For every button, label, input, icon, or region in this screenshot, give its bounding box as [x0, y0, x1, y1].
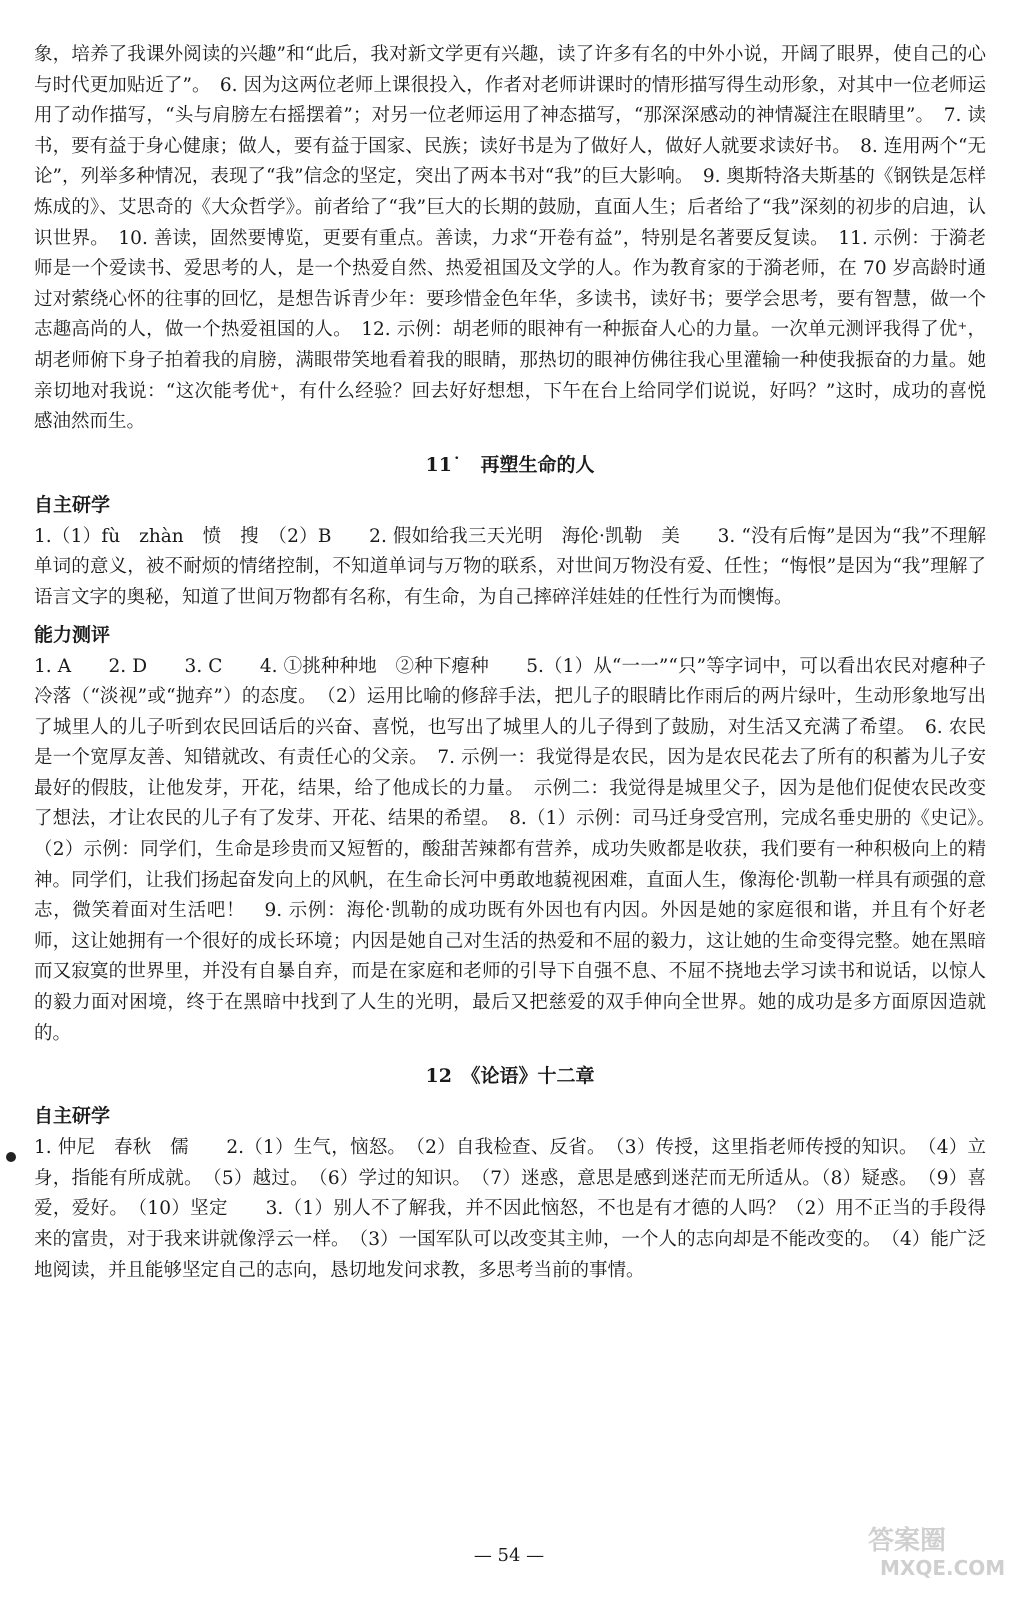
watermark-logo	[868, 1520, 1006, 1584]
chapter-11-title: 11˙ 再塑生命的人	[425, 453, 595, 476]
intro-paragraph: 象，培养了我课外阅读的兴趣”和“此后，我对新文学更有兴趣，读了许多有名的中外小说，开阔了眼界，使自己的心与时代更加贴近了”。 6. 因为这两位老师上课很投入，作者对老师讲课时的情形描写得生动形象，对其中一位老师运用了动作描写，“头与肩膀左右摇摆着”；对另一位老师运用了神态描写，“那深深感动的神情凝注在眼睛里”。 7. 读书，要有益于身心健康；做人，要有益于国家、民族；读好书是为了做好人，做好人就要求读好书。 8. 连用两个“无论”，列举多种情况，表现了“我”信念的坚定，突出了两本书对“我”的巨大影响。 9. 奥斯特洛夫斯基的《钢铁是怎样炼成的》、艾思奇的《大众哲学》。前者给了“我”巨大的长期的鼓励，直面人生；后者给了“我”深刻的初步的启迪，认识世界。 10. 善读，固然要博览，更要有重点。善读，力求“开卷有益”，特别是名著要反复读。 11. 示例：于漪老师是一个爱读书、爱思考的人，是一个热爱自然、热爱祖国及文学的人。作为教育家的于漪老师，在 70 岁高龄时通过对萦绕心怀的往事的回忆，是想告诉青少年：要珍惜金色年华，多读书，读好书；要学会思考，要有智慧，做一个志趣高尚的人，做一个热爱祖国的人。 12. 示例：胡老师的眼神有一种振奋人心的力量。一次单元测评我得了优⁺，胡老师俯下身子拍着我的肩膀，满眼带笑地看着我的眼睛，那热切的眼神仿佛往我心里灌输一种使我振奋的力量。她亲切地对我说：“这次能考优⁺，有什么经验？回去好好想想，下午在台上给同学们说说，好吗？”这时，成功的喜悦感油然而生。	[34, 44, 986, 433]
margin-dot-mark	[6, 1152, 16, 1162]
page-number: — 54 —	[473, 1545, 545, 1566]
chapter-12-section-1-text: 1. 仲尼 春秋 儒 2.（1）生气，恼怒。 （2）自我检查、反省。 （3）传授，这里指老师传授的知识。 （4）立身，指能有所成就。 （5）越过。 （6）学过的知识。 （7）迷惑，意思是感到迷茫而无所适从。（8）疑惑。 （9）喜爱，爱好。 （10）坚定 3.（1）别人不了解我，并不因此恼怒，不也是有才德的人吗？（2）用不正当的手段得来的富贵，对于我来讲就像浮云一样。 （3）一国军队可以改变其主帅，一个人的志向却是不能改变的。 （4）能广泛地阅读，并且能够坚定自己的志向，恳切地发问求教，多思考当前的事情。	[34, 1137, 986, 1281]
chapter-11-section-2-text: 1. A 2. D 3. C 4. ①挑种种地 ②种下瘪种 5.（1）从“一一”“只”等字词中，可以看出农民对瘪种子冷落（“淡视”或“抛弃”）的态度。 （2）运用比喻的修辞手法，把儿子的眼睛比作雨后的两片绿叶，生动形象地写出了城里人的儿子听到农民回话后的兴奋、喜悦，也写出了城里人的儿子得到了鼓励，对生活又充满了希望。 6. 农民是一个宽厚友善、知错就改、有责任心的父亲。 7. 示例一：我觉得是农民，因为是农民花去了所有的积蓄为儿子安最好的假肢，让他发芽，开花，结果，给了他成长的力量。 示例二：我觉得是城里父子，因为是他们促使农民改变了想法，才让农民的儿子有了发芽、开花、结果的希望。 8.（1）示例：司马迁身受宫刑，完成名垂史册的《史记》。 （2）示例：同学们，生命是珍贵而又短暂的，酸甜苦辣都有营养，成功失败都是收获，我们要有一种积极向上的精神。同学们，让我们扬起奋发向上的风帆，在生命长河中勇敢地藐视困难，直面人生，像海伦·凯勒一样具有顽强的意志，微笑着面对生活吧！ 9. 示例：海伦·凯勒的成功既有外因也有内因。外因是她的家庭很和谐，并且有个好老师，这让她拥有一个很好的成长环境；内因是她自己对生活的热爱和不屈的毅力，这让她的生命变得完整。她在黑暗而又寂寞的世界里，并没有自暴自弃，而是在家庭和老师的引导下自强不息、不屈不挠地去学习读书和说话，以惊人的毅力面对困境，终于在黑暗中找到了人生的光明，最后又把慈爱的双手伸向全世界。她的成功是多方面原因造就的。	[34, 655, 1005, 1044]
chapter-11-section-2-title: 能力测评	[34, 623, 111, 646]
chapter-12-title: 12 《论语》十二章	[425, 1065, 595, 1088]
watermark-line-1: 答案圈	[868, 1526, 947, 1556]
watermark-line-2: MXQE.COM	[880, 1556, 1006, 1580]
chapter-11-section-1-title: 自主研学	[34, 493, 111, 516]
answer-page	[34, 40, 1005, 1286]
chapter-12-section-1-title: 自主研学	[34, 1105, 111, 1128]
chapter-11-section-1-text: 1.（1）fù zhàn 愤 搜 （2）B 2. 假如给我三天光明 海伦·凯勒 美 3. “没有后悔”是因为“我”不理解单词的意义，被不耐烦的情绪控制，不知道单词与万物的联系，对世间万物没有爱、任性；“悔恨”是因为“我”理解了语言文字的奥秘，知道了世间万物都有名称，有生命，为自己摔碎洋娃娃的任性行为而懊悔。	[34, 525, 986, 608]
